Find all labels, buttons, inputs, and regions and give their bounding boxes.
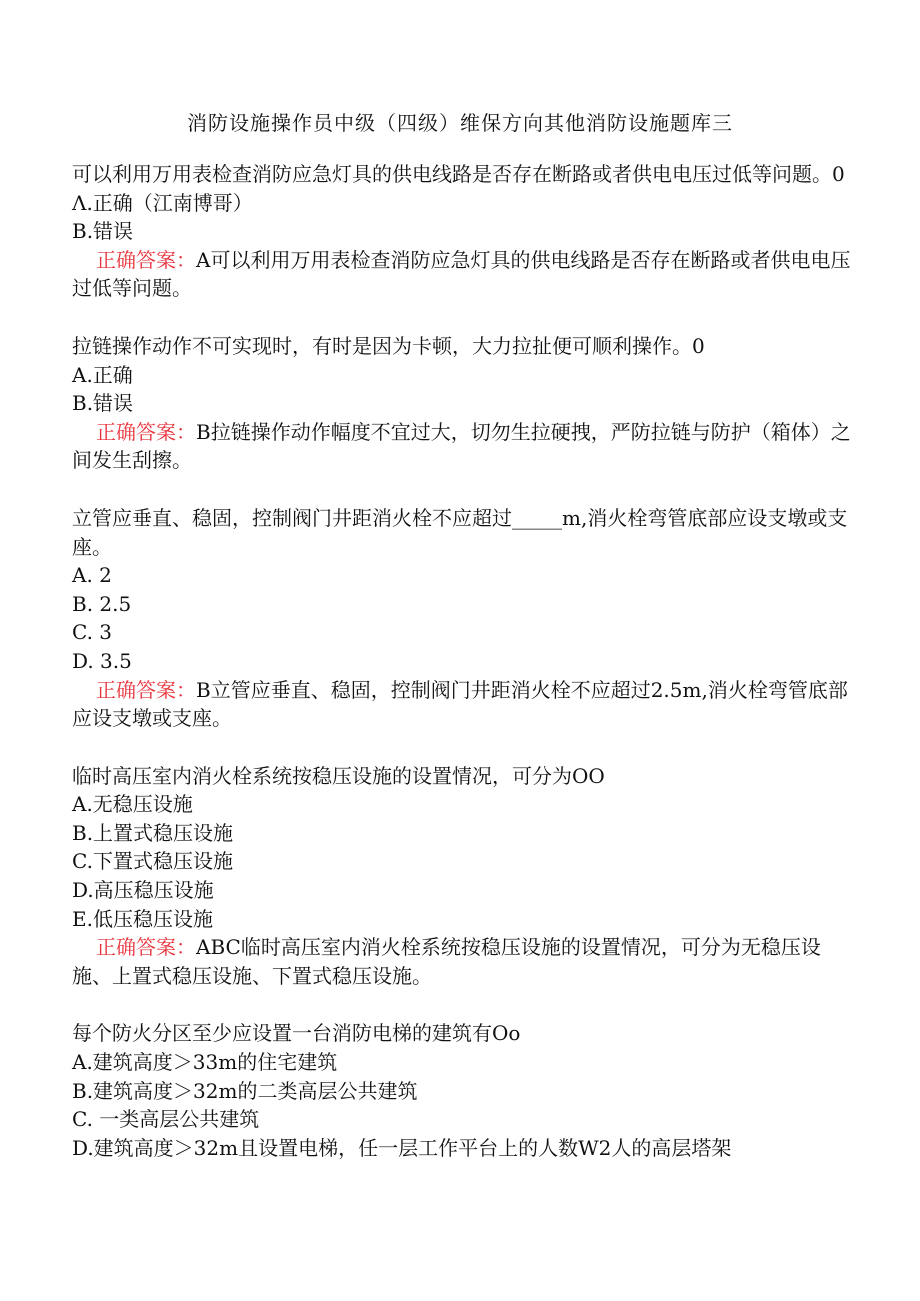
answer-label: 正确答案：: [96, 419, 196, 444]
option-c: C. 一类高层公共建筑: [72, 1107, 260, 1132]
question-stem: 立管应垂直、稳固，控制阀门井距消火栓不应超过_____m,消火栓弯管底部应设支墩或支座。: [72, 505, 848, 559]
answer-label: 正确答案：: [96, 677, 196, 702]
option-d: D.高压稳压设施: [72, 878, 214, 903]
correct-answer: [72, 933, 852, 990]
option-a: A.建筑高度＞33m的住宅建筑: [72, 1050, 338, 1075]
correct-answer: [72, 246, 852, 303]
question-5: [72, 1019, 852, 1162]
option-d: D. 3.5: [72, 648, 132, 673]
option-c: C.下置式稳压设施: [72, 849, 233, 874]
option-b: B.建筑高度＞32m的二类高层公共建筑: [72, 1078, 418, 1103]
answer-label: 正确答案：: [96, 247, 196, 272]
question-2: [72, 332, 852, 475]
question-stem: 每个防火分区至少应设置一台消防电梯的建筑有Oo: [72, 1021, 521, 1046]
answer-text: A可以利用万用表检查消防应急灯具的供电线路是否存在断路或者供电电压过低等问题。: [72, 247, 851, 301]
option-a: Λ.正确（江南博哥）: [72, 190, 253, 215]
answer-text: ABC临时高压室内消火栓系统按稳压设施的设置情况，可分为无稳压设施、上置式稳压设施、下置式稳压设施。: [72, 935, 821, 988]
option-c: C. 3: [72, 620, 113, 645]
option-a: A.正确: [72, 362, 133, 387]
option-b: B.上置式稳压设施: [72, 820, 234, 845]
correct-answer: [72, 676, 852, 733]
question-stem: 可以利用万用表检查消防应急灯具的供电线路是否存在断路或者供电电压过低等问题。0: [72, 162, 845, 186]
question-list: [72, 160, 852, 1191]
document-title: 消防设施操作员中级（四级）维保方向其他消防设施题库三: [187, 111, 733, 135]
question-3: [72, 504, 852, 733]
question-stem: 拉链操作动作不可实现时，有时是因为卡顿，大力拉扯便可顺利操作。0: [72, 333, 705, 358]
answer-text: B立管应垂直、稳固，控制阀门井距消火栓不应超过2.5m,消火栓弯管底部应设支墩或支座。: [72, 677, 848, 731]
option-e: E.低压稳压设施: [72, 906, 213, 931]
question-4: [72, 762, 852, 991]
option-d: D.建筑高度＞32m且设置电梯，任一层工作平台上的人数W2人的高层塔架: [72, 1135, 732, 1160]
correct-answer: [72, 418, 852, 475]
option-b: B. 2.5: [72, 591, 132, 616]
question-1: [72, 160, 852, 303]
question-stem: 临时高压室内消火栓系统按稳压设施的设置情况，可分为OO: [72, 763, 605, 788]
answer-text: B拉链操作动作幅度不宜过大，切勿生拉硬拽，严防拉链与防护（箱体）之间发生刮擦。: [72, 419, 851, 473]
option-b: B.错误: [72, 391, 134, 416]
option-a: A.无稳压设施: [72, 792, 193, 817]
answer-label: 正确答案：: [96, 935, 196, 960]
option-b: B.错误: [72, 219, 134, 244]
option-a: A. 2: [72, 563, 112, 588]
